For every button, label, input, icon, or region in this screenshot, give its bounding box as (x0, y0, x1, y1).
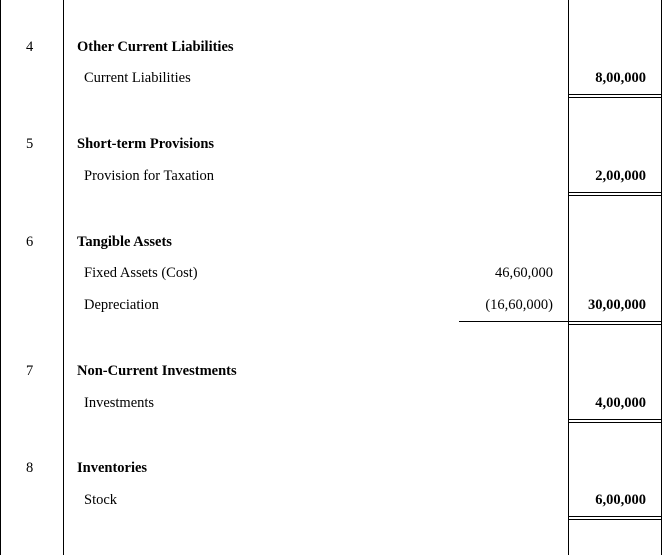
line-item-label: Depreciation (84, 297, 159, 313)
note-heading: Tangible Assets (77, 234, 172, 250)
line-item-total: 2,00,000 (595, 168, 646, 184)
note-number: 5 (26, 136, 34, 152)
total-underline (569, 94, 661, 98)
line-item-sub-amount: (16,60,000) (485, 297, 553, 313)
note-number: 7 (26, 363, 34, 379)
note-heading: Other Current Liabilities (77, 39, 234, 55)
line-item-label: Fixed Assets (Cost) (84, 265, 198, 281)
note-number: 4 (26, 39, 34, 55)
note-heading: Inventories (77, 460, 148, 476)
note-number: 6 (26, 234, 34, 250)
column-divider-note (63, 0, 64, 555)
total-underline (569, 321, 661, 325)
line-item-label: Stock (84, 492, 118, 508)
note-number: 8 (26, 460, 34, 476)
line-item-label: Investments (84, 395, 155, 411)
line-item-sub-amount: 46,60,000 (495, 265, 553, 281)
line-item-total: 30,00,000 (588, 297, 646, 313)
line-item-total: 4,00,000 (595, 395, 646, 411)
line-item-label: Current Liabilities (84, 70, 191, 86)
line-item-label: Provision for Taxation (84, 168, 215, 184)
note-heading: Non-Current Investments (77, 363, 237, 379)
table-border-left (0, 0, 1, 555)
column-divider-amount (568, 0, 569, 555)
total-underline (569, 516, 661, 520)
note-heading: Short-term Provisions (77, 136, 215, 152)
line-item-total: 6,00,000 (595, 492, 646, 508)
subtotal-underline (459, 321, 568, 322)
total-underline (569, 419, 661, 423)
line-item-total: 8,00,000 (595, 70, 646, 86)
total-underline (569, 192, 661, 196)
table-border-right (661, 0, 662, 555)
